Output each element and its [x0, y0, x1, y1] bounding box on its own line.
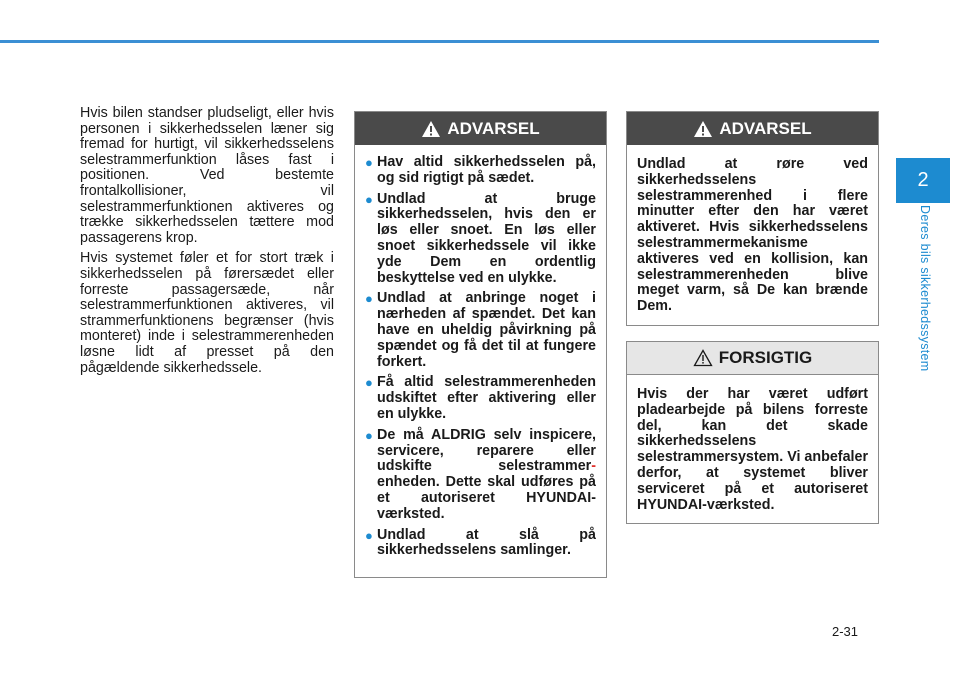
page-number: 2-31 [832, 624, 859, 639]
warning-icon [693, 120, 713, 138]
bullet-icon: ● [365, 191, 373, 207]
list-item: ● Undlad at anbringe noget i nærheden af spændet. Det kan have en uheldig påvirkning på spændet og få det til at fungere forkert. [365, 290, 596, 370]
chapter-tab[interactable] [896, 158, 950, 203]
caution-icon [693, 349, 713, 367]
warning-header [627, 112, 878, 145]
paragraph: Hvis bilen standser pludseligt, eller hvis personen i sikkerhedsselen læner sig fremad for hurtigt, vil sikkerhedsselens selestrammerfunktion låses fast i positionen. Ved bestemte frontalkollisioner, vil selestrammerfunktionen aktiveres og trække sikkerhedsselen tættere mod passagerens krop. [80, 105, 334, 246]
bullet-icon: ● [365, 375, 373, 391]
caution-header [627, 342, 878, 375]
warning-box-2 [626, 111, 879, 326]
warning-body [355, 145, 606, 572]
caution-box [626, 341, 879, 524]
warning-header [355, 112, 606, 145]
list-item: ● Undlad at bruge sikkerhedsselen, hvis den er løs eller snoet. En løs eller snoet sikkerhedssele vil ikke yde Dem en ordentlig beskyttelse ved en ulykke. [365, 190, 596, 286]
caution-body: Hvis der har været udført pladearbejde på bilens forreste del, kan det skade sikkerhedsselens selestrammersystem. Vi anbefaler derfor, at systemet bliver serviceret på et autoriseret HYUNDAI-værksted. [637, 386, 869, 513]
warning-title: ADVARSEL [447, 118, 540, 138]
warning-title: ADVARSEL [719, 118, 812, 138]
bullet-icon: ● [365, 291, 373, 307]
chapter-title: Deres bils sikkerhedssystem [918, 205, 932, 372]
list-item: ● Få altid selestrammerenheden udskiftet efter aktivering eller en ulykke. [365, 374, 596, 422]
warning-icon [421, 120, 441, 138]
warning-box-1 [354, 111, 607, 578]
bullet-icon: ● [365, 427, 373, 443]
list-item: ● De må ALDRIG selv inspicere, servicere, reparere eller udskifte selestrammer- enheden. Dette skal udføres på et autoriseret HYUNDAI-værksted. [365, 426, 596, 522]
caution-title: FORSIGTIG [718, 348, 813, 367]
list-item: ● Undlad at slå på sikkerhedsselens samlinger. [365, 526, 596, 559]
left-column [80, 106, 334, 381]
chapter-number: 2 [917, 169, 929, 191]
bullet-icon: ● [365, 527, 373, 543]
top-rule [0, 40, 879, 43]
list-item: ● Hav altid sikkerhedsselen på, og sid rigtigt på sædet. [365, 154, 596, 186]
paragraph: Hvis systemet føler et for stort træk i sikkerhedsselen på førersædet eller forreste passagersæde, når selestrammerfunktionen aktiveres, vil strammerfunktionens begrænser (hvis monteret) inde i selestrammerenheden løsne lidt af presset på den pågældende sikkerhedssele. [80, 250, 334, 376]
bullet-icon: ● [365, 155, 373, 170]
warning-body: Undlad at røre ved sikkerhedsselens selestrammerenhed i flere minutter efter den har været aktiveret. Hvis sikkerhedsselens selestrammermekanisme aktiveres ved en kollision, kan selestrammerenheden blive meget varm, så De kan brænde Dem. [637, 156, 868, 315]
hyphen: - [591, 458, 596, 475]
